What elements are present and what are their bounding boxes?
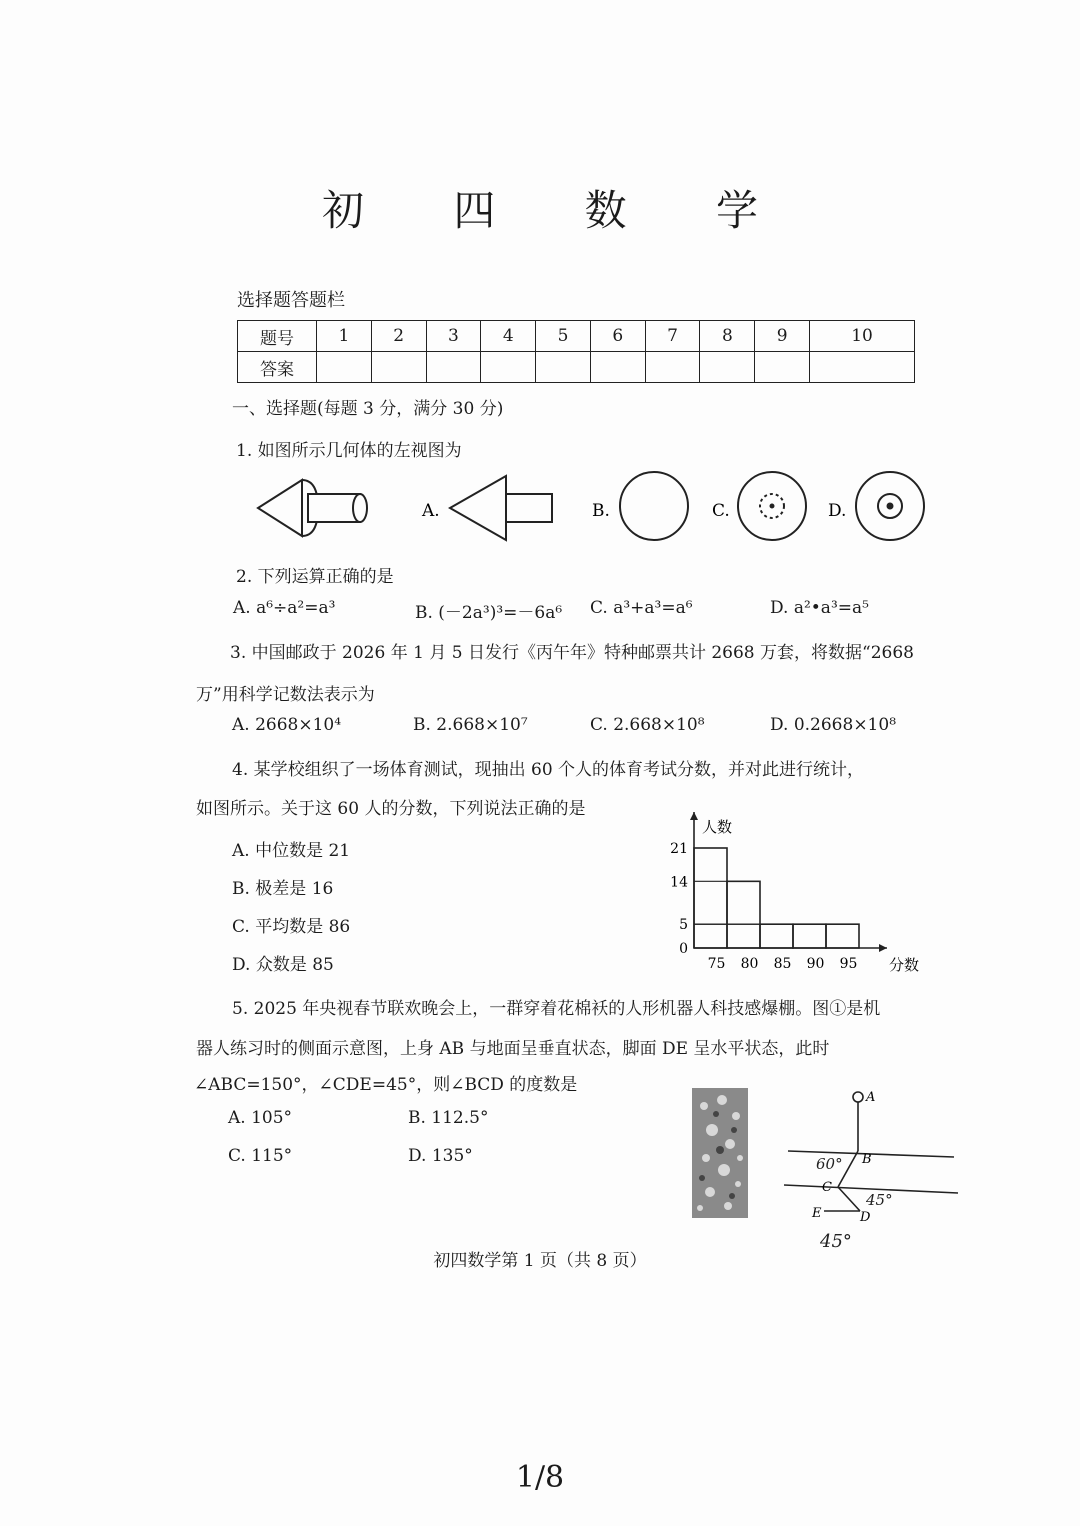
- section-heading: 一、选择题(每题 3 分，满分 30 分): [232, 399, 504, 419]
- question-5-option-a: A. 105°: [228, 1108, 293, 1128]
- answer-cell[interactable]: [645, 352, 700, 383]
- question-1-stem: 1. 如图所示几何体的左视图为: [236, 441, 462, 461]
- answer-cell[interactable]: [590, 352, 645, 383]
- question-3-option-d: D. 0.2668×10⁸: [770, 715, 897, 735]
- question-number: 4: [481, 321, 536, 352]
- answer-cell[interactable]: [700, 352, 755, 383]
- point-label-c: C: [822, 1180, 832, 1195]
- y-axis-label: 人数: [702, 818, 733, 836]
- question-number: 5: [536, 321, 591, 352]
- bar: [760, 924, 793, 948]
- handwritten-angle: 45°: [866, 1191, 893, 1209]
- answer-cell[interactable]: [481, 352, 536, 383]
- question-3-option-a: A. 2668×10⁴: [232, 715, 342, 735]
- page-footer: 初四数学第 1 页（共 8 页）: [433, 1251, 647, 1271]
- answer-cell[interactable]: [536, 352, 591, 383]
- option-label-c: C.: [712, 501, 730, 521]
- question-5-stem-line2: 器人练习时的侧面示意图，上身 AB 与地面呈垂直状态，脚面 DE 呈水平状态，此时: [196, 1039, 830, 1059]
- point-label-e: E: [812, 1206, 822, 1221]
- question-5-stem-line3: ∠ABC=150°，∠CDE=45°，则∠BCD 的度数是: [194, 1075, 578, 1095]
- point-label-a: A: [866, 1090, 876, 1105]
- x-tick-label: 95: [839, 956, 858, 972]
- question-number: 6: [590, 321, 645, 352]
- question-3-stem-line1: 3. 中国邮政于 2026 年 1 月 5 日发行《丙午年》特种邮票共计 2668 万套，将数据“2668: [230, 643, 914, 663]
- handwritten-angle: 45°: [820, 1231, 852, 1252]
- y-axis-arrow: [690, 812, 698, 820]
- question-2-stem: 2. 下列运算正确的是: [236, 567, 394, 587]
- answer-table-answer-row: [238, 352, 915, 383]
- question-2-option-a: A. a⁶÷a²=a³: [233, 598, 336, 618]
- y-tick-label: 5: [679, 917, 688, 934]
- question-5-option-d: D. 135°: [408, 1146, 473, 1166]
- question-4-option-a: A. 中位数是 21: [232, 841, 351, 861]
- row-label: 答案: [238, 352, 317, 383]
- option-label-b: B.: [592, 501, 610, 521]
- question-2-option-b: B. (－2a³)³=－6a⁶: [415, 603, 563, 623]
- question-number: 7: [645, 321, 700, 352]
- answer-cell[interactable]: [317, 352, 372, 383]
- question-5-option-b: B. 112.5°: [408, 1108, 489, 1128]
- answer-cell[interactable]: [426, 352, 481, 383]
- question-number: 9: [755, 321, 810, 352]
- answer-box-caption: 选择题答题栏: [237, 290, 345, 311]
- answer-cell[interactable]: [810, 352, 915, 383]
- question-3-option-c: C. 2.668×10⁸: [590, 715, 705, 735]
- x-tick-label: 90: [806, 956, 825, 972]
- question-1-figures: [250, 470, 940, 550]
- point-label-d: D: [860, 1210, 871, 1225]
- y-tick-label: 0: [679, 941, 688, 957]
- question-3-stem-line2: 万”用科学记数法表示为: [196, 685, 375, 705]
- answer-table-header-row: [238, 321, 915, 352]
- page-counter: 1/8: [515, 1460, 565, 1495]
- question-number: 8: [700, 321, 755, 352]
- solid-figure: [258, 480, 367, 536]
- handwritten-angle: 60°: [816, 1155, 843, 1173]
- bar: [727, 881, 760, 948]
- question-number: 2: [371, 321, 426, 352]
- bar: [694, 848, 727, 948]
- score-bar-chart: [660, 812, 920, 980]
- answer-cell[interactable]: [755, 352, 810, 383]
- option-label-d: D.: [828, 501, 847, 521]
- row-label: 题号: [238, 321, 317, 352]
- answer-table: [237, 320, 915, 383]
- question-3-option-b: B. 2.668×10⁷: [413, 715, 528, 735]
- bar: [826, 924, 859, 948]
- question-5-option-c: C. 115°: [228, 1146, 293, 1166]
- y-tick-label: 14: [670, 874, 688, 891]
- option-b-figure: [620, 472, 688, 540]
- option-d-figure: [856, 472, 924, 540]
- question-2-option-d: D. a²•a³=a⁵: [770, 598, 869, 618]
- y-tick-label: 21: [670, 841, 688, 857]
- question-4-option-c: C. 平均数是 86: [232, 917, 351, 937]
- question-number: 3: [426, 321, 481, 352]
- x-axis-arrow: [879, 944, 887, 952]
- point-label-b: B: [862, 1152, 872, 1167]
- exam-title: 初 四 数 学: [321, 186, 797, 235]
- option-a-figure: [450, 476, 552, 540]
- x-tick-label: 75: [707, 956, 726, 972]
- question-4-stem-line1: 4. 某学校组织了一场体育测试，现抽出 60 个人的体育考试分数，并对此进行统计，: [232, 760, 865, 780]
- question-4-option-b: B. 极差是 16: [232, 879, 334, 899]
- question-number: 10: [810, 321, 915, 352]
- question-2-option-c: C. a³+a³=a⁶: [590, 598, 693, 618]
- x-axis-label: 分数: [889, 956, 920, 974]
- answer-cell[interactable]: [371, 352, 426, 383]
- question-4-stem-line2: 如图所示。关于这 60 人的分数，下列说法正确的是: [196, 799, 586, 819]
- question-number: 1: [317, 321, 372, 352]
- robot-photo: [692, 1088, 748, 1218]
- bar: [793, 924, 826, 948]
- robot-diagram: [780, 1085, 960, 1255]
- x-tick-label: 80: [740, 956, 759, 972]
- question-5-stem-line1: 5. 2025 年央视春节联欢晚会上，一群穿着花棉袄的人形机器人科技感爆棚。图①是机: [232, 999, 881, 1019]
- option-c-figure: [738, 472, 806, 540]
- option-label-a: A.: [422, 501, 440, 521]
- question-4-option-d: D. 众数是 85: [232, 955, 334, 975]
- x-tick-label: 85: [773, 956, 792, 972]
